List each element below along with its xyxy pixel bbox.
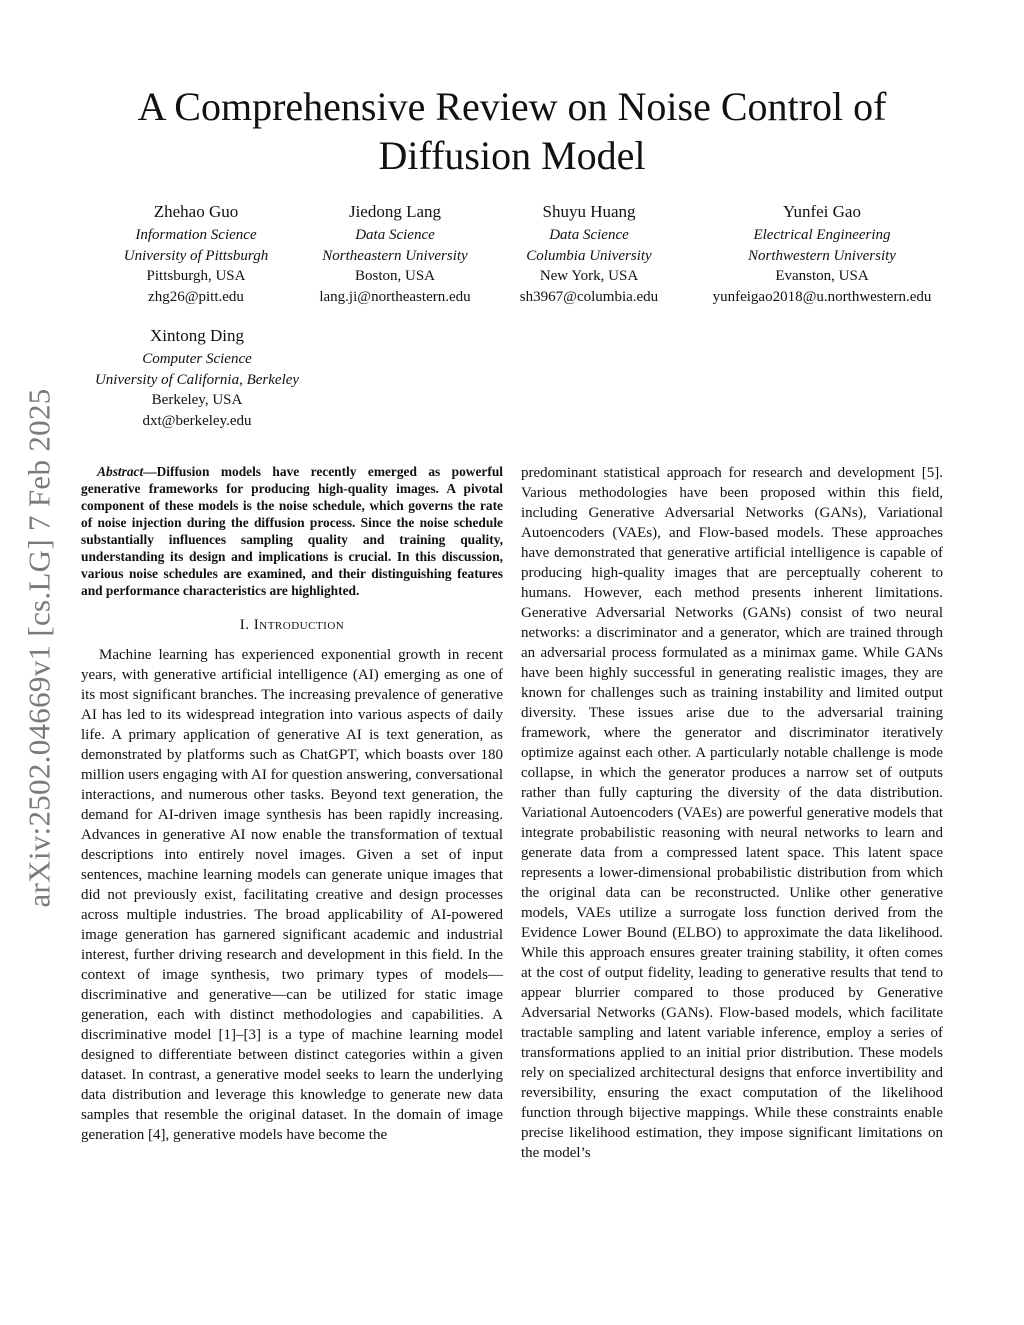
author-university: Northwestern University — [748, 247, 896, 264]
author-department: Computer Science — [142, 351, 252, 367]
abstract — [81, 463, 503, 599]
author-email: dxt@berkeley.edu — [142, 412, 252, 429]
author-department: Information Science — [135, 227, 257, 243]
arxiv-identifier-stamp — [20, 365, 60, 930]
introduction-paragraph-left: Machine learning has experienced exponential growth in recent years, with generative artificial intelligence (AI) emerging as one of its most significant branches. The increasing prevalence of generative AI has led to its widespread integration into various aspects of daily life. A primary application of generative AI is text generation, as demonstrated by platforms such as ChatGPT, which boasts over 180 million users engaging with AI for question answering, conversational interactions, and numerous other tasks. Beyond text generation, the demand for AI-driven image synthesis has been rapidly increasing. Advances in generative AI now enable the transformation of textual descriptions into entirely novel images. Given a set of input sentences, machine learning models can generate unique images that did not previously exist, facilitating creative and design processes across multiple industries. The broad applicability of AI-powered image generation has garnered significant academic and industrial interest, further driving research and development in this field. In the context of image synthesis, two primary types of models—discriminative and generative—can be utilized for static image generation, each with distinct methodologies and capabilities. A discriminative model [1]–[3] is a type of machine learning model designed to differentiate between distinct categories within a given dataset. In contrast, a generative model seeks to learn the underlying data distribution and leverage this knowledge to generate new data samples that resemble the original dataset. In the domain of image generation [4], generative models have become the — [81, 647, 503, 1143]
author-location: Evanston, USA — [775, 268, 869, 285]
author-location: Berkeley, USA — [151, 392, 243, 409]
author-university: University of California, Berkeley — [94, 371, 300, 388]
author-university: Columbia University — [526, 247, 652, 264]
arxiv-identifier-text: arXiv:2502.04669v1 [cs.LG] 7 Feb 2025 — [22, 387, 57, 908]
abstract-label: Abstract — [97, 464, 144, 479]
author-location: Pittsburgh, USA — [146, 268, 246, 285]
left-column — [81, 463, 503, 1145]
author-university: Northeastern University — [322, 247, 468, 264]
author-email: zhg26@pitt.edu — [148, 288, 244, 305]
author-department: Electrical Engineering — [753, 227, 891, 243]
author-university: University of Pittsburgh — [123, 247, 269, 264]
introduction-paragraph-right: predominant statistical approach for research and development [5]. Various methodologies have been proposed within this field, including Generative Adversarial Networks (GANs), Variational Autoencoders (VAEs), and Flow-based models. These approaches have demonstrated that generative artificial intelligence is capable of producing high-quality images that are perceptually coherent to humans. However, each method presents inherent limitations. Generative Adversarial Networks (GANs) consist of two neural networks: a discriminator and a generator, which are trained through an adversarial process formulated as a minimax game. While GANs have been highly successful in generating realistic images, they are known for challenges such as training instability and limited output diversity. These issues arise due to the adversarial training framework, where the generator and discriminator iteratively optimize against each other. A particularly notable challenge is mode collapse, in which the generator produces a narrow set of outputs rather than fully capturing the diversity of the data distribution. Variational Autoencoders (VAEs) are powerful generative models that integrate probabilistic reasoning with neural networks to learn and generate data from a compressed latent space. This latent space represents a lower-dimensional probabilistic distribution from which the original data can be reconstructed. Unlike other generative models, VAEs utilize a surrogate loss function derived from the Evidence Lower Bound (ELBO) to approximate the data likelihood. While this approach ensures greater training stability, it often comes at the cost of output fidelity, leading to generative results that tend to appear blurrier compared to those produced by Generative Adversarial Networks (GANs). Flow-based models, which facilitate tractable sampling and latent variable inference, employ a series of transformations applied to an initial prior distribution. These models rely on specialized architectural designs that enforce invertibility and reversibility, ensuring the exact computation of the likelihood function through bijective mappings. While these constraints enable precise likelihood estimation, they impose significant limitations on the model’s — [521, 465, 943, 1161]
author-name: Xintong Ding — [150, 326, 244, 345]
author-name: Jiedong Lang — [348, 202, 442, 221]
author-email: yunfeigao2018@u.northwestern.edu — [712, 288, 932, 305]
author-block-4 — [692, 200, 952, 307]
author-email: lang.ji@northeastern.edu — [319, 288, 471, 305]
abstract-text: Diffusion models have recently emerged as powerful generative frameworks for producing high-quality images. A pivotal component of these models is the noise schedule, which governs the rate of noise injection during the diffusion process. Since the noise schedule substantially influences sampling quality and training quality, understanding its design and implications is crucial. In this discussion, various noise schedules are examined, and their distinguishing features and performance characteristics are highlighted. — [81, 464, 503, 598]
right-column — [521, 463, 943, 1163]
author-name: Zhehao Guo — [153, 202, 239, 221]
author-block-3 — [469, 200, 709, 307]
author-name: Yunfei Gao — [783, 202, 861, 221]
section-heading-introduction: I. Introduction — [239, 617, 345, 633]
author-department: Data Science — [549, 227, 629, 243]
author-name: Shuyu Huang — [542, 202, 636, 221]
author-block-5 — [72, 324, 322, 431]
author-location: Boston, USA — [354, 268, 436, 285]
author-email: sh3967@columbia.edu — [519, 288, 659, 305]
paper-title: A Comprehensive Review on Noise Control of Diffusion Model — [137, 84, 887, 178]
abstract-dash: — — [143, 464, 157, 479]
author-location: New York, USA — [539, 268, 639, 285]
author-department: Data Science — [355, 227, 435, 243]
